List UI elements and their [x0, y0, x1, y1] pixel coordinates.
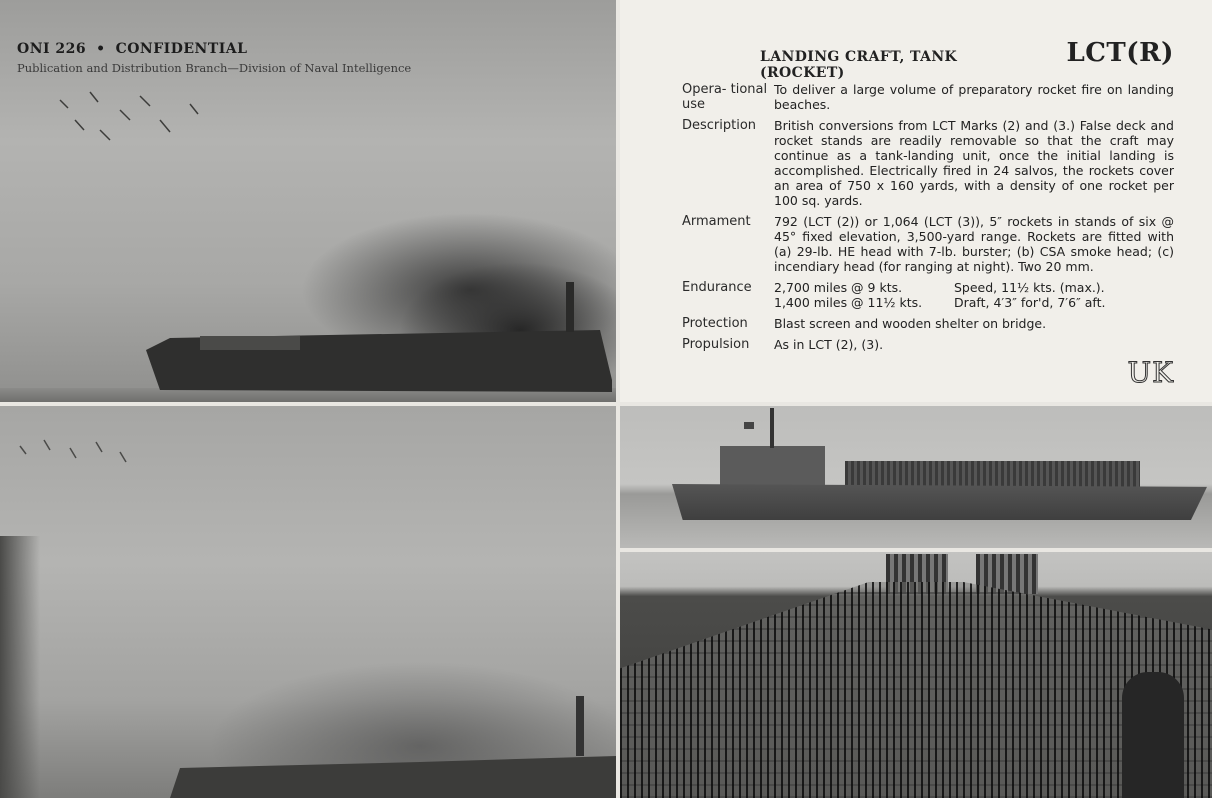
crew-figure — [1122, 672, 1184, 798]
endurance-range-2: 1,400 miles @ 11½ kts. — [774, 295, 923, 310]
spec-row-endurance — [682, 280, 1174, 316]
spec-row-propulsion — [682, 337, 1174, 358]
spec-value: 792 (LCT (2)) or 1,064 (LCT (3)), 5″ rockets in stands of six @ 45° fixed elevation, 3,500-yard range. Rockets are fitted with (a) 29-lb. HE head with 7-lb. burster; (b) CSA smoke head; (c) incendiary head (for ranging at night). Two 20 mm. — [774, 214, 1174, 274]
photo-rocket-salvo-smoke — [0, 0, 616, 402]
vessel-title: LANDING CRAFT, TANK (ROCKET) — [760, 49, 958, 81]
spec-label: Protection — [682, 316, 748, 331]
bridge-structure — [720, 446, 825, 486]
ship-and-rocket-trails — [0, 406, 616, 798]
endurance-range-1: 2,700 miles @ 9 kts. — [774, 280, 903, 295]
document-header — [17, 41, 411, 75]
mast — [770, 408, 774, 448]
specification-panel — [620, 0, 1212, 402]
spec-row-armament — [682, 214, 1174, 280]
spec-value: British conversions from LCT Marks (2) and (3.) False deck and rocket stands are readily removable so that the craft may continue as a tank-landing unit, once the initial landing is accomplished. Electrically fired in 24 salvos, the rockets cover an area of 750 x 160 yards, with a density of one rocket per 100 sq. yards. — [774, 118, 1174, 208]
craft-hull — [672, 484, 1207, 520]
classification-label: CONFIDENTIAL — [115, 41, 248, 57]
rocket-deck-load — [845, 461, 1140, 487]
spec-value — [774, 280, 1174, 316]
vessel-code: LCT(R) — [1066, 38, 1174, 68]
doc-number: ONI 226 — [17, 41, 87, 57]
spec-label: Opera- tional use — [682, 82, 768, 112]
speed-value: Speed, 11½ kts. (max.). — [954, 280, 1105, 295]
country-mark: UK — [1127, 356, 1174, 389]
photo-rocket-racks-deck — [620, 552, 1212, 798]
spec-value: Blast screen and wooden shelter on bridge. — [774, 316, 1047, 331]
spec-label: Endurance — [682, 280, 752, 295]
spec-table — [682, 82, 1174, 358]
publication-line: Publication and Distribution Branch—Division of Naval Intelligence — [17, 61, 412, 75]
vessel-title-row — [760, 38, 1174, 81]
endurance-grid — [774, 280, 1174, 310]
spec-label: Armament — [682, 214, 751, 229]
spec-row-protection — [682, 316, 1174, 337]
photo-craft-side-view — [620, 406, 1212, 548]
draft-value: Draft, 4′3″ for'd, 7′6″ aft. — [954, 295, 1106, 310]
spec-row-operational-use — [682, 82, 1174, 118]
photo-rocket-launch-closeup — [0, 406, 616, 798]
spec-label: Description — [682, 118, 757, 133]
ensign-flag — [744, 422, 754, 429]
spec-row-description — [682, 118, 1174, 214]
document-id — [17, 41, 411, 57]
spec-value: As in LCT (2), (3). — [774, 337, 884, 352]
spec-value: To deliver a large volume of preparatory rocket fire on landing beaches. — [774, 82, 1174, 112]
header-separator: • — [96, 41, 106, 57]
spec-label: Propulsion — [682, 337, 750, 352]
